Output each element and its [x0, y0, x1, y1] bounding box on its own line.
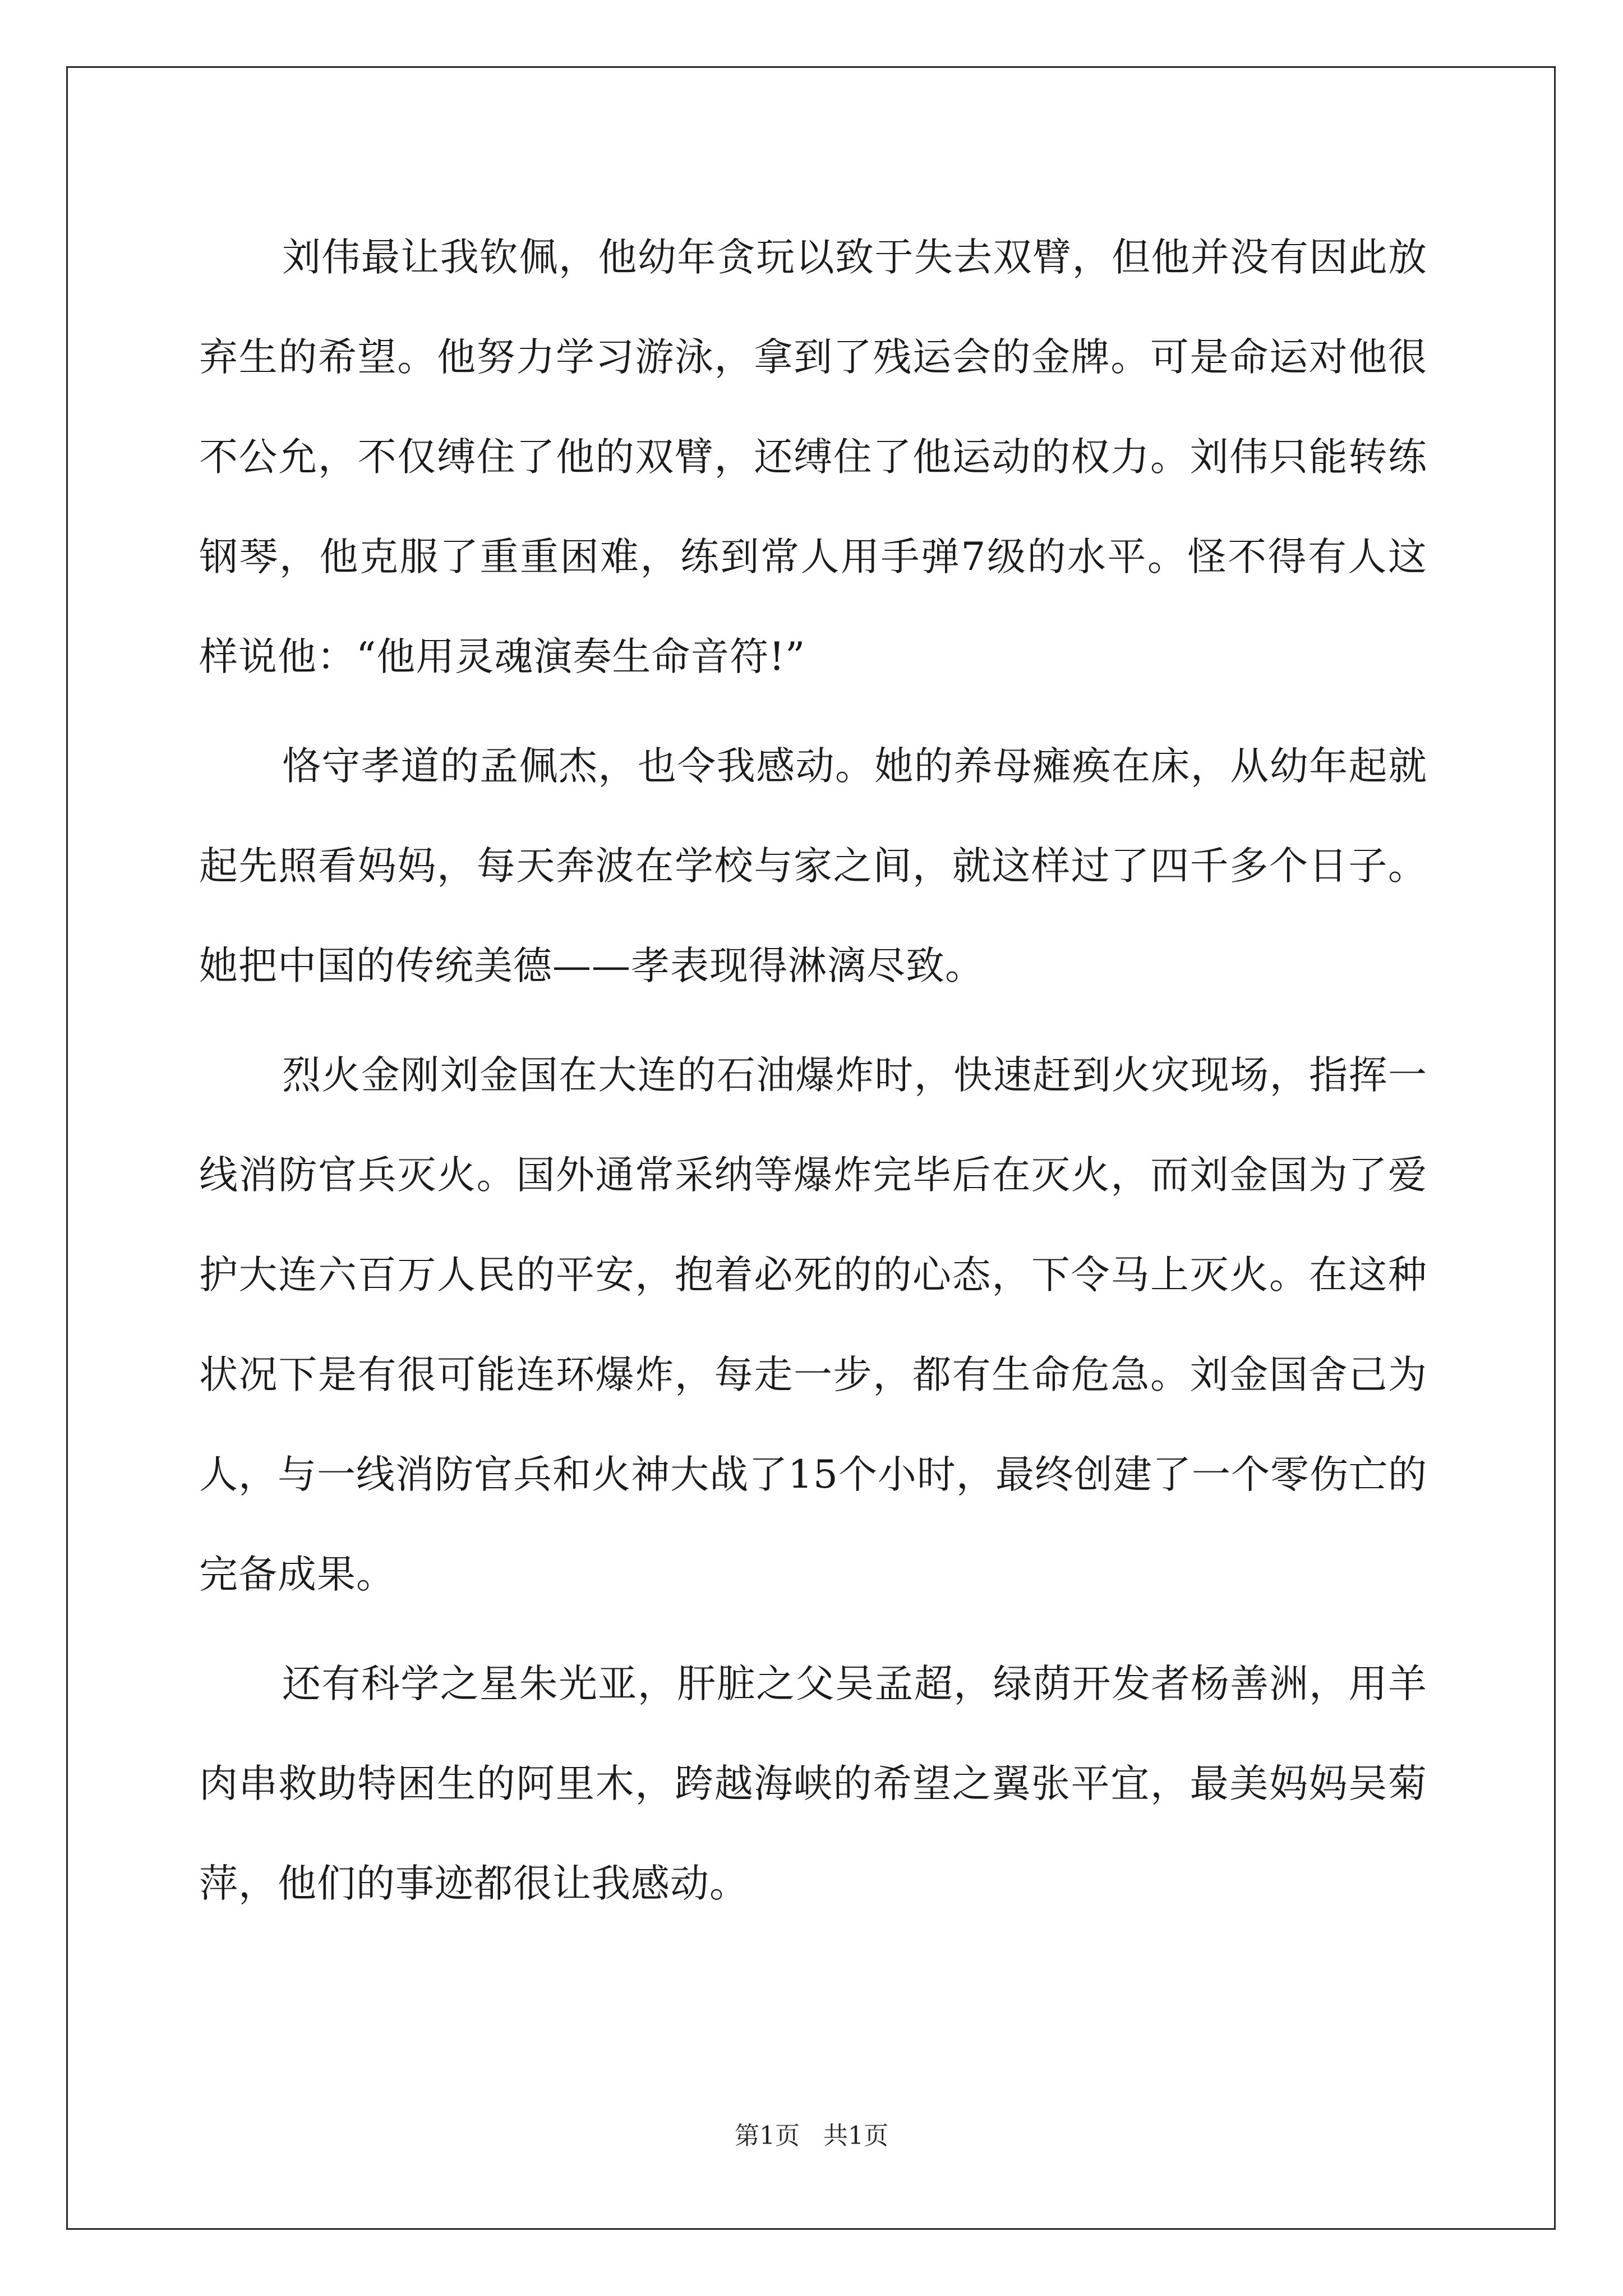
paragraph-2: 恪守孝道的孟佩杰，也令我感动。她的养母瘫痪在床，从幼年起就起先照看妈妈，每天奔波在学校与家之间，就这样过了四千多个日子。她把中国的传统美德——孝表现得淋漓尽致。 — [199, 744, 1427, 988]
paragraph-4: 还有科学之星朱光亚，肝脏之父吴孟超，绿荫开发者杨善洲，用羊肉串救助特困生的阿里木，跨越海峡的希望之翼张平宜，最美妈妈吴菊萍，他们的事迹都很让我感动。 — [199, 1662, 1427, 1906]
document-body — [199, 208, 1427, 1943]
page-number: 第1页 — [735, 2122, 800, 2150]
page-footer — [0, 2119, 1623, 2153]
paragraph-1: 刘伟最让我钦佩，他幼年贪玩以致于失去双臂，但他并没有因此放弃生的希望。他努力学习游泳，拿到了残运会的金牌。可是命运对他很不公允，不仅缚住了他的双臂，还缚住了他运动的权力。刘伟只能转练钢琴，他克服了重重困难，练到常人用手弹7级的水平。怪不得有人这样说他：“他用灵魂演奏生命音符!” — [199, 235, 1427, 679]
page-total: 共1页 — [823, 2122, 888, 2150]
paragraph-3: 烈火金刚刘金国在大连的石油爆炸时，快速赶到火灾现场，指挥一线消防官兵灭火。国外通常采纳等爆炸完毕后在灭火，而刘金国为了爱护大连六百万人民的平安，抱着必死的的心态，下令马上灭火。在这种状况下是有很可能连环爆炸，每走一步，都有生命危急。刘金国舍己为人，与一线消防官兵和火神大战了15个小时，最终创建了一个零伤亡的完备成果。 — [199, 1053, 1427, 1597]
